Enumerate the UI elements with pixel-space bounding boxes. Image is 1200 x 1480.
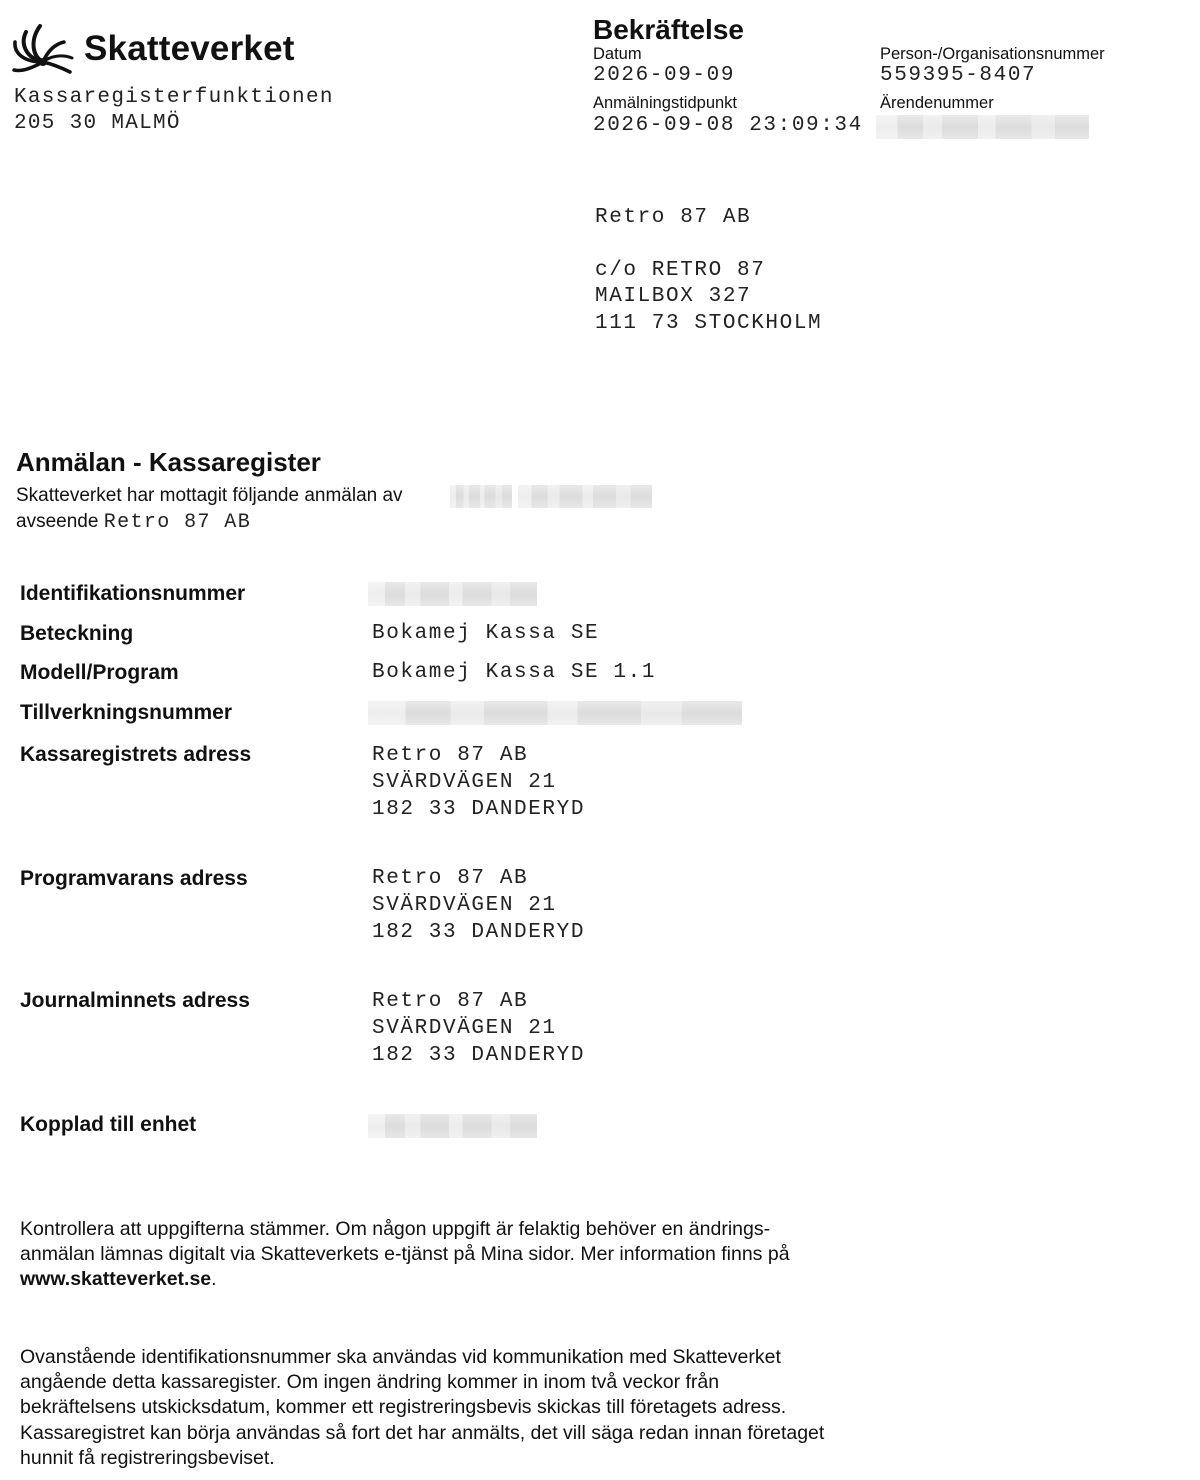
- info-paragraph-1: [20, 1217, 920, 1293]
- arendenummer-redacted: [876, 115, 1089, 139]
- identifikationsnummer-label: Identifikationsnummer: [20, 582, 246, 605]
- paragraph-line: Kontrollera att uppgifterna stämmer. Om någon uppgift är felaktig behöver en ändrings-: [20, 1218, 771, 1240]
- address-line: SVÄRDVÄGEN 21: [372, 771, 557, 794]
- swirl-logo-icon: [12, 22, 74, 76]
- paragraph-line: anmälan lämnas digitalt via Skatteverkets e-tjänst på Mina sidor. Mer information finns på: [20, 1243, 790, 1266]
- person-org-value: 559395-8407: [880, 64, 1037, 87]
- submitter-redacted-1: [450, 485, 512, 508]
- kopplad-label: Kopplad till enhet: [20, 1113, 197, 1136]
- submitter-redacted-2: [518, 485, 652, 508]
- paragraph-line: Ovanstående identifikationsnummer ska användas vid kommunikation med Skatteverket: [20, 1346, 781, 1368]
- programvara-adress-label: Programvarans adress: [20, 867, 248, 890]
- tillverkningsnummer-label: Tillverkningsnummer: [20, 701, 233, 724]
- skatteverket-logo: [12, 22, 295, 76]
- avseende-value: Retro 87 AB: [103, 511, 252, 534]
- intro-prefix: Skatteverket har mottagit följande anmälan av: [16, 485, 403, 506]
- sender-unit: Kassaregisterfunktionen: [14, 86, 334, 109]
- paragraph-line: angående detta kassaregister. Om ingen ändring kommer in inom två veckor från: [20, 1371, 720, 1394]
- anmalningstid-label: Anmälningstidpunkt: [593, 94, 738, 112]
- paragraph-line: hunnit få registreringsbeviset.: [20, 1446, 275, 1469]
- address-line: Retro 87 AB: [372, 867, 529, 890]
- address-line: SVÄRDVÄGEN 21: [372, 1017, 557, 1040]
- journalminne-adress-label: Journalminnets adress: [20, 989, 250, 1012]
- paragraph-line: Kassaregistret kan börja användas så fort det har anmälts, det vill säga redan innan företaget: [20, 1421, 825, 1444]
- kassaregister-adress: [372, 742, 585, 823]
- address-line: Retro 87 AB: [372, 744, 529, 767]
- recipient-line-1: c/o RETRO 87: [595, 259, 766, 282]
- address-line: 182 33 DANDERYD: [372, 1044, 586, 1067]
- info-paragraph-2: [20, 1345, 920, 1471]
- recipient-line-2: MAILBOX 327: [595, 285, 752, 308]
- anmalningstid-value: 2026-09-08 23:09:34: [593, 114, 863, 137]
- modell-value: Bokamej Kassa SE 1.1: [372, 661, 657, 684]
- beteckning-value: Bokamej Kassa SE: [372, 622, 600, 645]
- link-tail: .: [211, 1268, 217, 1291]
- person-org-label: Person-/Organisationsnummer: [880, 45, 1105, 63]
- address-line: 182 33 DANDERYD: [372, 798, 586, 821]
- datum-label: Datum: [593, 45, 642, 63]
- skatteverket-link[interactable]: www.skatteverket.se: [20, 1268, 212, 1291]
- avseende-line: [16, 511, 251, 534]
- address-line: SVÄRDVÄGEN 21: [372, 894, 557, 917]
- intro-line: [16, 485, 403, 507]
- arendenummer-label: Ärendenummer: [880, 94, 994, 112]
- tillverkningsnummer-redacted: [368, 701, 742, 725]
- avseende-label: avseende: [16, 511, 99, 532]
- section-title: Anmälan - Kassaregister: [16, 447, 321, 477]
- recipient-line-3: 111 73 STOCKHOLM: [595, 312, 823, 335]
- identifikationsnummer-redacted: [368, 582, 537, 606]
- paragraph-line: [20, 1267, 920, 1292]
- programvara-adress: [372, 865, 585, 946]
- beteckning-label: Beteckning: [20, 622, 134, 645]
- document-title: Bekräftelse: [593, 14, 744, 45]
- address-line: 182 33 DANDERYD: [372, 921, 586, 944]
- sender-city: 205 30 MALMÖ: [14, 112, 181, 135]
- logo-wordmark: Skatteverket: [84, 29, 295, 68]
- modell-label: Modell/Program: [20, 661, 179, 684]
- journalminne-adress: [372, 988, 585, 1069]
- kassaregister-adress-label: Kassaregistrets adress: [20, 743, 252, 766]
- address-line: Retro 87 AB: [372, 990, 529, 1013]
- datum-value: 2026-09-09: [593, 64, 736, 87]
- recipient-name: Retro 87 AB: [595, 206, 752, 229]
- kopplad-redacted: [368, 1114, 537, 1138]
- paragraph-line: bekräftelsens utskicksdatum, kommer ett registreringsbevis skickas till företagets adress.: [20, 1396, 787, 1419]
